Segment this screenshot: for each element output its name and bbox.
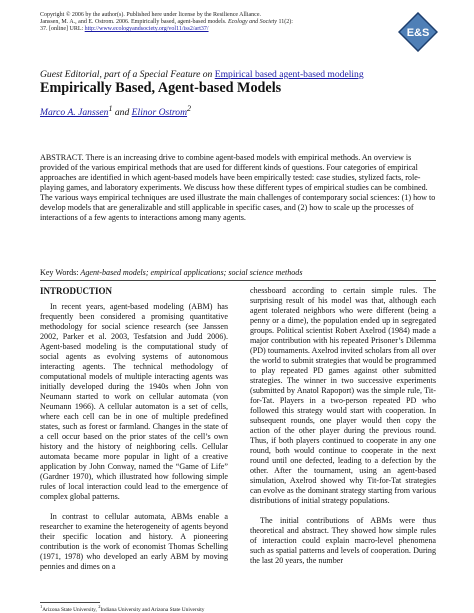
introduction-heading: INTRODUCTION <box>40 286 113 296</box>
abstract-text: There is an increasing drive to combine agent-based models with empirical methods. An overview is provided of the various empirical methods that are used for different kinds of questions. Four categories of empirical approaches are identified in which agent-based models have been empirically tested: case studies, stylized facts, role-playing games, and laboratory experiments. We discuss how these different types of empirical studies can be combined. The various ways empirical techniques are used illustrate the main challenges of contemporary social sciences: (1) how to develop models that are generalizable and still applicable in specific cases, and (2) how to scale up the processes of interactions of a few agents to interactions among many agents. <box>40 153 436 222</box>
journal-name: Ecology and Society <box>227 19 277 26</box>
ecology-and-society-logo-icon <box>398 12 438 52</box>
keywords <box>40 268 436 278</box>
paragraph: chessboard according to certain simple rules. The surprising result of his model was that, although each agent tolerated neighbors who were different (being a penny or a dime), the population ended up in segregated groups. Political scientist Robert Axelrod (1984) made a major contribution with his repeated Prisoner’s Dilemma (PD) tournaments. Axelrod invited scholars from all over the world to submit strategies that would be programmed to play repeated PD games against other submitted strategies. The winner in two successive experiments (submitted by Anatol Rapoport) was the simple rule, Tit-for-Tat. Players in a two-person repeated PD who followed this strategy would start with cooperation. In subsequent rounds, one player would then copy the action of the other player during the previous round. Thus, if both players continued to cooperate in any one round, both would continue to cooperate in the next round until one defected, leading to a defection by the other. After the tournament, using an agent-based simulation, Axelrod showed why Tit-for-Tat strategies can evolve as the dominant strategy starting from various distributions of initial strategy populations. <box>250 286 436 505</box>
paragraph: In recent years, agent-based modeling (ABM) has frequently been considered a promising quantitative methodology for social science research (see Janssen 2002, Parker et al. 2003, Tesfatsion and Judd 2006). Agent-based modeling is the computational study of social agents as evolving systems of autonomous interacting agents. The technical methodology of computational models of multiple interacting agents was initially developed during the 1940s when John von Neumann started to work on cellular automata (von Neumann 1966). A cellular automaton is a set of cells, where each cell can be in one of multiple predefined states, such as forest or farmland. Changes in the state of a cell occur based on the prior states of the cell’s own history and the history of neighboring cells. Cellular automata became more popular in light of a creative application by John Conway, named the “Game of Life” (Gardner 1970), which illustrated how following simple rules of local interaction could lead to the emergence of complex global patterns. <box>40 302 228 501</box>
keywords-text: Agent-based models; empirical applications; social science methods <box>78 268 303 277</box>
author-list: Marco A. Janssen$^1$ and Elinor Ostrom$^2$ <box>40 104 192 119</box>
article-title: Empirically Based, Agent-based Models <box>40 80 282 96</box>
citation-header <box>40 12 370 34</box>
article-url-link[interactable]: http://www.ecologyandsociety.org/vol11/iss2/art37/ <box>84 26 209 33</box>
citation-line: Janssen, M. A., and E. Ostrom. 2006. Empirically based, agent-based models. Ecology and Society 11(2): <box>40 19 293 26</box>
logo-text: E&S <box>406 27 430 39</box>
special-feature-line: Guest Editorial, part of a Special Feature on Empirical based agent-based modeling <box>40 69 364 80</box>
author-link-ostrom[interactable]: Elinor Ostrom <box>131 107 188 119</box>
footnote-divider <box>40 602 100 603</box>
body-column-left <box>40 302 228 582</box>
affiliation-footnote: $^1$Arizona State University, $^2$Indiana University and Arizona State University <box>40 604 205 613</box>
body-column-right <box>250 286 436 576</box>
abstract-label: ABSTRACT. <box>40 153 84 162</box>
keywords-label: Key Words: <box>40 268 79 277</box>
paragraph: In contrast to cellular automata, ABMs enable a researcher to examine the heterogeneity of agents beyond their specific location and history. A pioneering contribution is the work of economist Thomas Schelling (1971, 1978) who developed an early ABM by moving pennies and dimes on a <box>40 512 228 571</box>
paragraph: The initial contributions of ABMs were thus theoretical and abstract. They showed how simple rules of interaction could explain macro-level phenomena such as spatial patterns and levels of cooperation. During the last 20 years, the number <box>250 516 436 565</box>
section-divider <box>40 280 436 281</box>
abstract <box>40 153 436 223</box>
copyright-line: Copyright © 2006 by the author(s). Published here under license by the Resilience Alliance. <box>40 12 262 18</box>
author-link-janssen[interactable]: Marco A. Janssen <box>40 107 109 119</box>
url-line: 37. [online] URL: http://www.ecologyandsociety.org/vol11/iss2/art37/ <box>40 26 209 33</box>
special-feature-link[interactable]: Empirical based agent-based modeling <box>214 69 364 80</box>
